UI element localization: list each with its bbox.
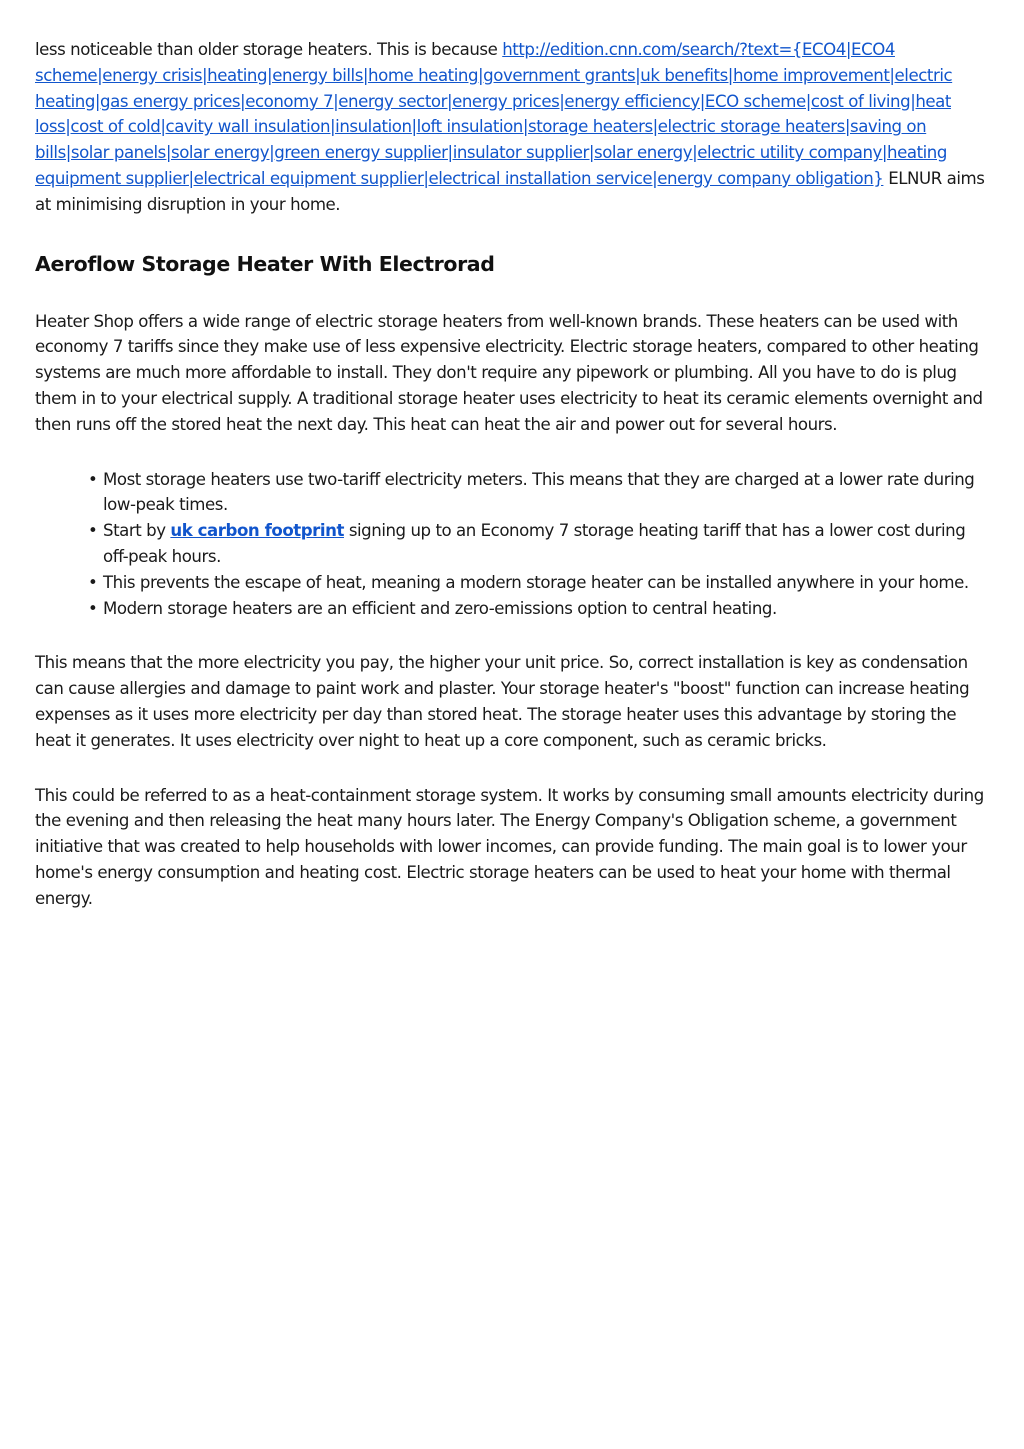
list-item-text: This prevents the escape of heat, meaning a modern storage heater can be installed anywhere in your home. <box>103 572 969 592</box>
list-item <box>88 570 995 596</box>
list-item <box>88 467 995 519</box>
section-heading: Aeroflow Storage Heater With Electrorad <box>35 251 495 276</box>
intro-text-before: less noticeable than older storage heaters. This is because <box>35 40 503 59</box>
cnn-search-link[interactable]: http://edition.cnn.com/search/?text={ECO4|ECO4 scheme|energy crisis|heating|energy bills|home heating|government grants|uk benefits|home improvement|electric heating|gas energy prices|economy 7|energy sector|energy prices|energy efficiency|ECO scheme|cost of living|heat loss|cost of cold|cavity wall insulation|insulation|loft insulation|storage heaters|electric storage heaters|saving on bills|solar panels|solar energy|green energy supplier|insulator supplier|solar energy|electric utility company|heating equipment supplier|electrical equipment supplier|electrical installation service|energy company obligation} <box>35 40 953 188</box>
list-item-text-after: signing up to an Economy 7 storage heating tariff that has a lower cost during off-peak hours. <box>103 521 966 566</box>
intro-paragraph <box>35 37 995 218</box>
paragraph-3: This could be referred to as a heat-containment storage system. It works by consuming small amounts electricity during the evening and then releasing the heat many hours later. The Energy Company's Obligation scheme, a government initiative that was created to help households with lower incomes, can provide funding. The main goal is to lower your home's energy consumption and heating cost. Electric storage heaters can be used to heat your home with thermal energy. <box>35 785 984 908</box>
document-page <box>35 37 995 912</box>
uk-carbon-footprint-link[interactable]: uk carbon footprint <box>170 521 344 541</box>
bullet-icon: • <box>88 521 98 541</box>
bullet-list <box>35 467 995 622</box>
bullet-icon: • <box>88 572 98 592</box>
bullet-icon: • <box>88 598 98 618</box>
list-item-text: Most storage heaters use two-tariff electricity meters. This means that they are charged at a lower rate during low-peak times. <box>103 469 975 515</box>
list-item-text-before: Start by <box>103 521 171 541</box>
list-item-text: Modern storage heaters are an efficient and zero-emissions option to central heating. <box>103 598 777 618</box>
paragraph-1: Heater Shop offers a wide range of electric storage heaters from well-known brands. These heaters can be used with economy 7 tariffs since they make use of less expensive electricity. Electric storage heaters, compared to other heating systems are much more affordable to install. They don't require any pipework or plumbing. All you have to do is plug them in to your electrical supply. A traditional storage heater uses electricity to heat its ceramic elements overnight and then runs off the stored heat the next day. This heat can heat the air and power out for several hours. <box>35 311 983 434</box>
list-item <box>88 596 995 622</box>
intro-text-after: ELNUR aims at minimising disruption in your home. <box>35 168 985 214</box>
paragraph-2: This means that the more electricity you pay, the higher your unit price. So, correct installation is key as condensation can cause allergies and damage to paint work and plaster. Your storage heater's "boost" function can increase heating expenses as it uses more electricity per day than stored heat. The storage heater uses this advantage by storing the heat it generates. It uses electricity over night to heat up a core component, such as ceramic bricks. <box>35 653 970 750</box>
list-item <box>88 518 995 570</box>
bullet-icon: • <box>88 469 98 489</box>
